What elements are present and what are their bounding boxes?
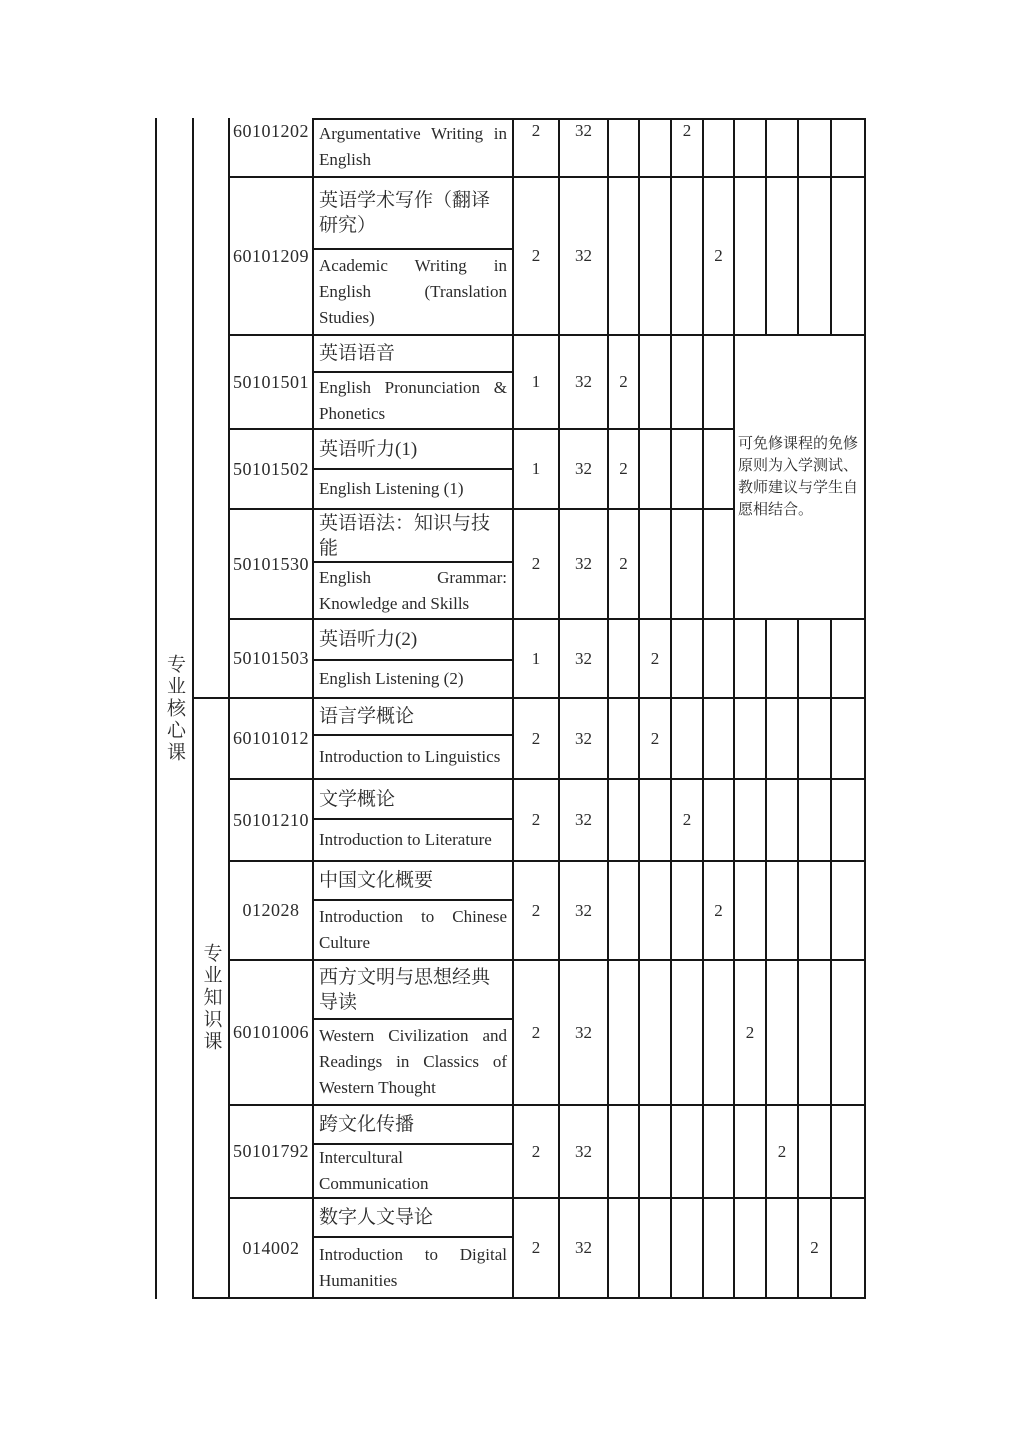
semester-cell bbox=[735, 862, 767, 961]
semester-cell: 2 bbox=[609, 510, 640, 620]
semester-cell bbox=[640, 336, 672, 430]
course-code: 014002 bbox=[230, 1199, 314, 1299]
semester-cell bbox=[672, 178, 704, 336]
semester-cell bbox=[609, 699, 640, 780]
course-name-en: Intercultural Communication bbox=[314, 1145, 514, 1199]
semester-cell: 2 bbox=[735, 961, 767, 1106]
semester-cell bbox=[799, 620, 832, 699]
semester-cell bbox=[799, 178, 832, 336]
course-name-en: English Pronunciation & Phonetics bbox=[314, 373, 514, 430]
course-name-zh: 跨文化传播 bbox=[314, 1106, 514, 1145]
semester-cell: 2 bbox=[640, 620, 672, 699]
semester-cell bbox=[640, 1106, 672, 1199]
course-code: 60101202 bbox=[230, 118, 314, 178]
semester-cell bbox=[832, 1199, 866, 1299]
semester-cell bbox=[672, 1106, 704, 1199]
semester-cell bbox=[672, 862, 704, 961]
credits-cell: 1 bbox=[514, 620, 560, 699]
credits-cell: 2 bbox=[514, 118, 560, 178]
hours-cell: 32 bbox=[560, 862, 609, 961]
semester-cell bbox=[832, 699, 866, 780]
course-code: 60101006 bbox=[230, 961, 314, 1106]
credits-cell: 2 bbox=[514, 1199, 560, 1299]
hours-cell: 32 bbox=[560, 178, 609, 336]
semester-cell: 2 bbox=[767, 1106, 799, 1199]
semester-cell bbox=[735, 118, 767, 178]
course-code: 50101792 bbox=[230, 1106, 314, 1199]
semester-cell bbox=[609, 118, 640, 178]
credits-cell: 2 bbox=[514, 178, 560, 336]
credits-cell: 2 bbox=[514, 699, 560, 780]
hours-cell: 32 bbox=[560, 620, 609, 699]
semester-cell bbox=[767, 1199, 799, 1299]
course-name-en: English Grammar: Knowledge and Skills bbox=[314, 563, 514, 620]
course-name-zh: 数字人文导论 bbox=[314, 1199, 514, 1238]
hours-cell: 32 bbox=[560, 430, 609, 510]
semester-cell: 2 bbox=[609, 336, 640, 430]
semester-cell bbox=[640, 510, 672, 620]
course-code: 60101209 bbox=[230, 178, 314, 336]
semester-cell bbox=[672, 961, 704, 1106]
hours-cell: 32 bbox=[560, 118, 609, 178]
course-name-en: Introduction to Linguistics bbox=[314, 736, 514, 780]
semester-cell: 2 bbox=[799, 1199, 832, 1299]
credits-cell: 2 bbox=[514, 780, 560, 862]
semester-cell: 2 bbox=[704, 178, 735, 336]
category-knowledge-label: 专业知识课 bbox=[200, 943, 222, 1053]
semester-cell bbox=[799, 862, 832, 961]
semester-cell bbox=[609, 961, 640, 1106]
credits-cell: 1 bbox=[514, 336, 560, 430]
category-core-cell bbox=[157, 118, 194, 1299]
course-table bbox=[155, 118, 866, 1299]
semester-cell bbox=[640, 1199, 672, 1299]
semester-cell bbox=[799, 780, 832, 862]
semester-cell bbox=[640, 780, 672, 862]
semester-cell bbox=[735, 1199, 767, 1299]
semester-cell bbox=[832, 1106, 866, 1199]
hours-cell: 32 bbox=[560, 336, 609, 430]
semester-cell bbox=[767, 620, 799, 699]
semester-cell bbox=[640, 430, 672, 510]
semester-cell bbox=[704, 780, 735, 862]
semester-cell bbox=[704, 961, 735, 1106]
course-code: 50101501 bbox=[230, 336, 314, 430]
credits-cell: 2 bbox=[514, 862, 560, 961]
semester-cell bbox=[735, 620, 767, 699]
semester-cell bbox=[672, 336, 704, 430]
semester-cell bbox=[704, 118, 735, 178]
semester-cell bbox=[640, 862, 672, 961]
semester-cell: 2 bbox=[640, 699, 672, 780]
course-name-zh: 语言学概论 bbox=[314, 699, 514, 736]
semester-cell bbox=[832, 178, 866, 336]
hours-cell: 32 bbox=[560, 961, 609, 1106]
semester-cell bbox=[704, 1106, 735, 1199]
category-empty-cell bbox=[194, 118, 230, 699]
semester-cell bbox=[640, 118, 672, 178]
category-core-label: 专业核心课 bbox=[164, 653, 185, 764]
course-name-en: English Listening (2) bbox=[314, 661, 514, 699]
semester-cell bbox=[704, 510, 735, 620]
course-name-zh: 英语语法：知识与技能 bbox=[314, 510, 514, 563]
hours-cell: 32 bbox=[560, 1106, 609, 1199]
course-code: 60101012 bbox=[230, 699, 314, 780]
course-name-zh: 中国文化概要 bbox=[314, 862, 514, 901]
course-name-zh: 文学概论 bbox=[314, 780, 514, 820]
semester-cell bbox=[609, 178, 640, 336]
course-name-zh: 英语学术写作（翻译研究） bbox=[314, 178, 514, 250]
semester-cell bbox=[672, 620, 704, 699]
semester-cell bbox=[609, 862, 640, 961]
semester-cell bbox=[799, 961, 832, 1106]
semester-cell: 2 bbox=[672, 780, 704, 862]
semester-cell bbox=[672, 430, 704, 510]
exemption-note: 可免修课程的免修原则为入学测试、教师建议与学生自愿相结合。 bbox=[735, 336, 866, 620]
semester-cell bbox=[767, 178, 799, 336]
semester-cell bbox=[704, 1199, 735, 1299]
course-name-zh: 西方文明与思想经典导读 bbox=[314, 961, 514, 1020]
course-name-en: English Listening (1) bbox=[314, 470, 514, 510]
semester-cell bbox=[767, 118, 799, 178]
semester-cell bbox=[832, 862, 866, 961]
semester-cell bbox=[704, 336, 735, 430]
semester-cell bbox=[799, 118, 832, 178]
course-name-en: Introduction to Literature bbox=[314, 820, 514, 862]
semester-cell bbox=[767, 780, 799, 862]
course-name-zh: 英语听力(2) bbox=[314, 620, 514, 661]
semester-cell bbox=[832, 118, 866, 178]
hours-cell: 32 bbox=[560, 780, 609, 862]
course-name-zh: 英语听力(1) bbox=[314, 430, 514, 470]
hours-cell: 32 bbox=[560, 1199, 609, 1299]
semester-cell bbox=[704, 620, 735, 699]
semester-cell bbox=[672, 1199, 704, 1299]
hours-cell: 32 bbox=[560, 699, 609, 780]
semester-cell bbox=[640, 178, 672, 336]
hours-cell: 32 bbox=[560, 510, 609, 620]
course-code: 50101530 bbox=[230, 510, 314, 620]
semester-cell bbox=[609, 1199, 640, 1299]
semester-cell bbox=[832, 780, 866, 862]
semester-cell bbox=[609, 780, 640, 862]
semester-cell bbox=[735, 1106, 767, 1199]
course-code: 50101210 bbox=[230, 780, 314, 862]
semester-cell bbox=[672, 510, 704, 620]
credits-cell: 2 bbox=[514, 1106, 560, 1199]
credits-cell: 2 bbox=[514, 961, 560, 1106]
semester-cell bbox=[704, 430, 735, 510]
course-name-en: Academic Writing in English (Translation Studies) bbox=[314, 250, 514, 336]
semester-cell bbox=[767, 862, 799, 961]
semester-cell bbox=[767, 961, 799, 1106]
semester-cell bbox=[735, 780, 767, 862]
semester-cell: 2 bbox=[672, 118, 704, 178]
semester-cell bbox=[799, 1106, 832, 1199]
category-knowledge-cell bbox=[194, 699, 230, 1299]
semester-cell bbox=[704, 699, 735, 780]
semester-cell bbox=[832, 961, 866, 1106]
semester-cell bbox=[735, 178, 767, 336]
semester-cell bbox=[640, 961, 672, 1106]
course-name-en: Argumentative Writing in English bbox=[314, 118, 514, 178]
semester-cell bbox=[672, 699, 704, 780]
semester-cell bbox=[735, 699, 767, 780]
credits-cell: 2 bbox=[514, 510, 560, 620]
semester-cell: 2 bbox=[609, 430, 640, 510]
course-code: 012028 bbox=[230, 862, 314, 961]
credits-cell: 1 bbox=[514, 430, 560, 510]
semester-cell bbox=[832, 620, 866, 699]
course-name-zh: 英语语音 bbox=[314, 336, 514, 373]
course-name-en: Introduction to Digital Humanities bbox=[314, 1238, 514, 1299]
course-name-en: Introduction to Chinese Culture bbox=[314, 901, 514, 961]
semester-cell bbox=[609, 1106, 640, 1199]
semester-cell bbox=[767, 699, 799, 780]
course-code: 50101503 bbox=[230, 620, 314, 699]
semester-cell bbox=[799, 699, 832, 780]
course-name-en: Western Civilization and Readings in Classics of Western Thought bbox=[314, 1020, 514, 1106]
semester-cell bbox=[609, 620, 640, 699]
semester-cell: 2 bbox=[704, 862, 735, 961]
course-code: 50101502 bbox=[230, 430, 314, 510]
